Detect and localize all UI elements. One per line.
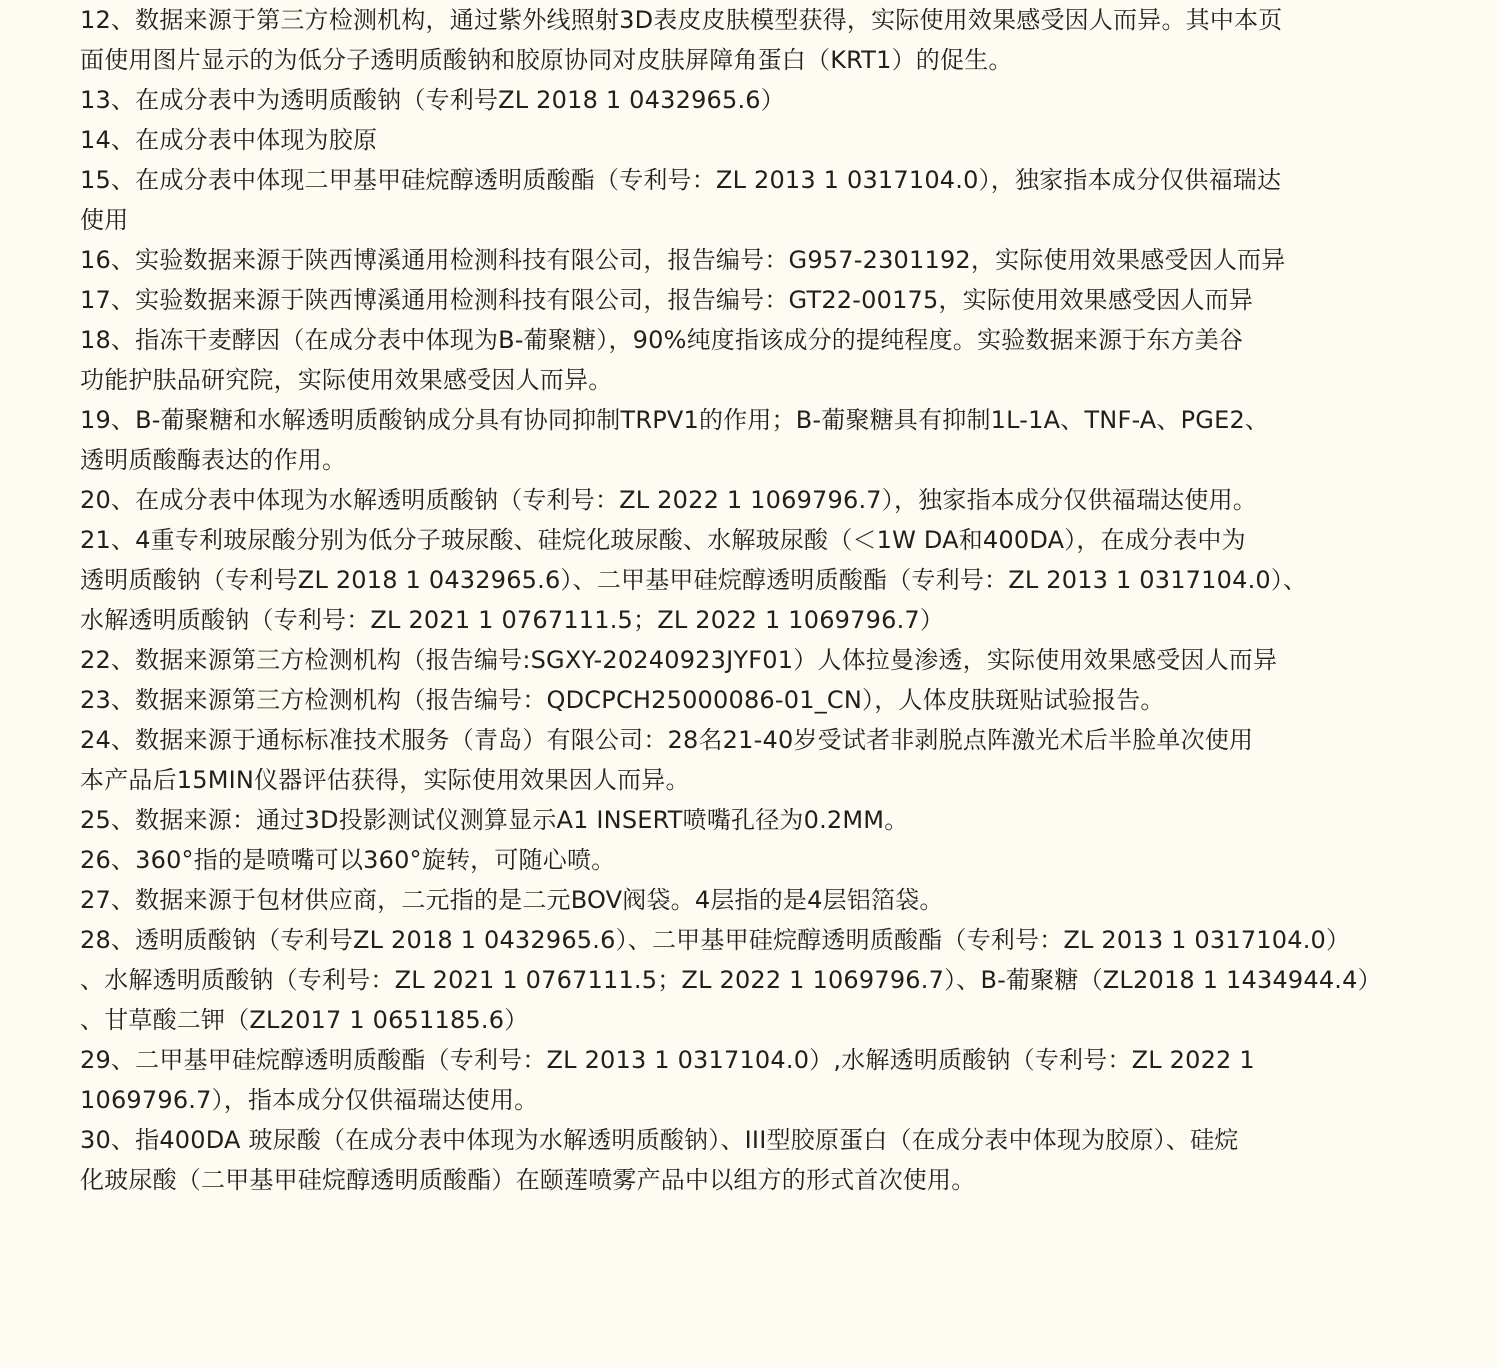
footnote-line: 功能护肤品研究院，实际使用效果感受因人而异。: [80, 366, 613, 394]
footnote-item: [80, 680, 1440, 720]
footnote-line: 、甘草酸二钾（ZL2017 1 0651185.6）: [80, 1006, 529, 1034]
footnote-line: 25、数据来源：通过3D投影测试仪测算显示A1 INSERT喷嘴孔径为0.2MM。: [80, 806, 909, 834]
footnote-item: [80, 80, 1440, 120]
footnote-item: [80, 160, 1440, 240]
footnote-line: 化玻尿酸（二甲基甲硅烷醇透明质酸酯）在颐莲喷雾产品中以组方的形式首次使用。: [80, 1166, 976, 1194]
footnote-line: 23、数据来源第三方检测机构（报告编号：QDCPCH25000086-01_CN），人体皮肤斑贴试验报告。: [80, 686, 1165, 714]
footnote-line: 使用: [80, 206, 129, 234]
footnote-line: 26、360°指的是喷嘴可以360°旋转，可随心喷。: [80, 846, 616, 874]
footnote-line: 1069796.7），指本成分仅供福瑞达使用。: [80, 1086, 539, 1114]
footnote-line: 面使用图片显示的为低分子透明质酸钠和胶原协同对皮肤屏障角蛋白（KRT1）的促生。: [80, 46, 1013, 74]
footnote-line: 28、透明质酸钠（专利号ZL 2018 1 0432965.6）、二甲基甲硅烷醇透明质酸酯（专利号：ZL 2013 1 0317104.0）: [80, 926, 1351, 954]
footnote-line: 透明质酸酶表达的作用。: [80, 446, 347, 474]
footnote-line: 30、指400DA 玻尿酸（在成分表中体现为水解透明质酸钠）、III型胶原蛋白（在成分表中体现为胶原）、硅烷: [80, 1126, 1239, 1154]
footnote-item: [80, 840, 1440, 880]
footnote-line: 24、数据来源于通标标准技术服务（青岛）有限公司：28名21-40岁受试者非剥脱点阵激光术后半脸单次使用: [80, 726, 1254, 754]
footnote-line: 16、实验数据来源于陕西博溪通用检测科技有限公司，报告编号：G957-2301192，实际使用效果感受因人而异: [80, 246, 1286, 274]
footnote-item: [80, 480, 1440, 520]
footnote-item: [80, 1120, 1440, 1200]
footnote-line: 15、在成分表中体现二甲基甲硅烷醇透明质酸酯（专利号：ZL 2013 1 0317104.0），独家指本成分仅供福瑞达: [80, 166, 1282, 194]
footnote-item: [80, 880, 1440, 920]
footnote-line: 21、4重专利玻尿酸分别为低分子玻尿酸、硅烷化玻尿酸、水解玻尿酸（＜1W DA和400DA），在成分表中为: [80, 526, 1246, 554]
footnote-item: [80, 320, 1440, 400]
footnote-line: 、水解透明质酸钠（专利号：ZL 2021 1 0767111.5；ZL 2022 1 1069796.7）、B-葡聚糖（ZL2018 1 1434944.4）: [80, 966, 1382, 994]
footnote-line: 13、在成分表中为透明质酸钠（专利号ZL 2018 1 0432965.6）: [80, 86, 785, 114]
footnote-item: [80, 920, 1440, 1040]
footnote-line: 18、指冻干麦酵因（在成分表中体现为B-葡聚糖），90%纯度指该成分的提纯程度。实验数据来源于东方美谷: [80, 326, 1244, 354]
footnote-line: 14、在成分表中体现为胶原: [80, 126, 378, 154]
footnote-line: 19、B-葡聚糖和水解透明质酸钠成分具有协同抑制TRPV1的作用；B-葡聚糖具有抑制1L-1A、TNF-A、PGE2、: [80, 406, 1270, 434]
footnote-item: [80, 120, 1440, 160]
footnote-line: 22、数据来源第三方检测机构（报告编号:SGXY-20240923JYF01）人体拉曼渗透，实际使用效果感受因人而异: [80, 646, 1278, 674]
footnote-line: 27、数据来源于包材供应商，二元指的是二元BOV阀袋。4层指的是4层铝箔袋。: [80, 886, 944, 914]
footnote-item: [80, 1040, 1440, 1120]
footnote-item: [80, 640, 1440, 680]
footnote-line: 透明质酸钠（专利号ZL 2018 1 0432965.6）、二甲基甲硅烷醇透明质酸酯（专利号：ZL 2013 1 0317104.0）、: [80, 566, 1308, 594]
footnote-list: [80, 0, 1440, 1200]
footnote-line: 12、数据来源于第三方检测机构，通过紫外线照射3D表皮皮肤模型获得，实际使用效果感受因人而异。其中本页: [80, 6, 1283, 34]
footnote-item: [80, 520, 1440, 640]
footnote-item: [80, 720, 1440, 800]
footnote-item: [80, 240, 1440, 280]
footnote-item: [80, 280, 1440, 320]
footnote-line: 29、二甲基甲硅烷醇透明质酸酯（专利号：ZL 2013 1 0317104.0）,水解透明质酸钠（专利号：ZL 2022 1: [80, 1046, 1255, 1074]
footnote-line: 水解透明质酸钠（专利号：ZL 2021 1 0767111.5；ZL 2022 1 1069796.7）: [80, 606, 945, 634]
footnote-item: [80, 800, 1440, 840]
footnote-line: 本产品后15MIN仪器评估获得，实际使用效果因人而异。: [80, 766, 690, 794]
footnote-line: 20、在成分表中体现为水解透明质酸钠（专利号：ZL 2022 1 1069796.7），独家指本成分仅供福瑞达使用。: [80, 486, 1257, 514]
footnote-item: [80, 400, 1440, 480]
footnote-item: [80, 0, 1440, 80]
footnote-line: 17、实验数据来源于陕西博溪通用检测科技有限公司，报告编号：GT22-00175，实际使用效果感受因人而异: [80, 286, 1254, 314]
